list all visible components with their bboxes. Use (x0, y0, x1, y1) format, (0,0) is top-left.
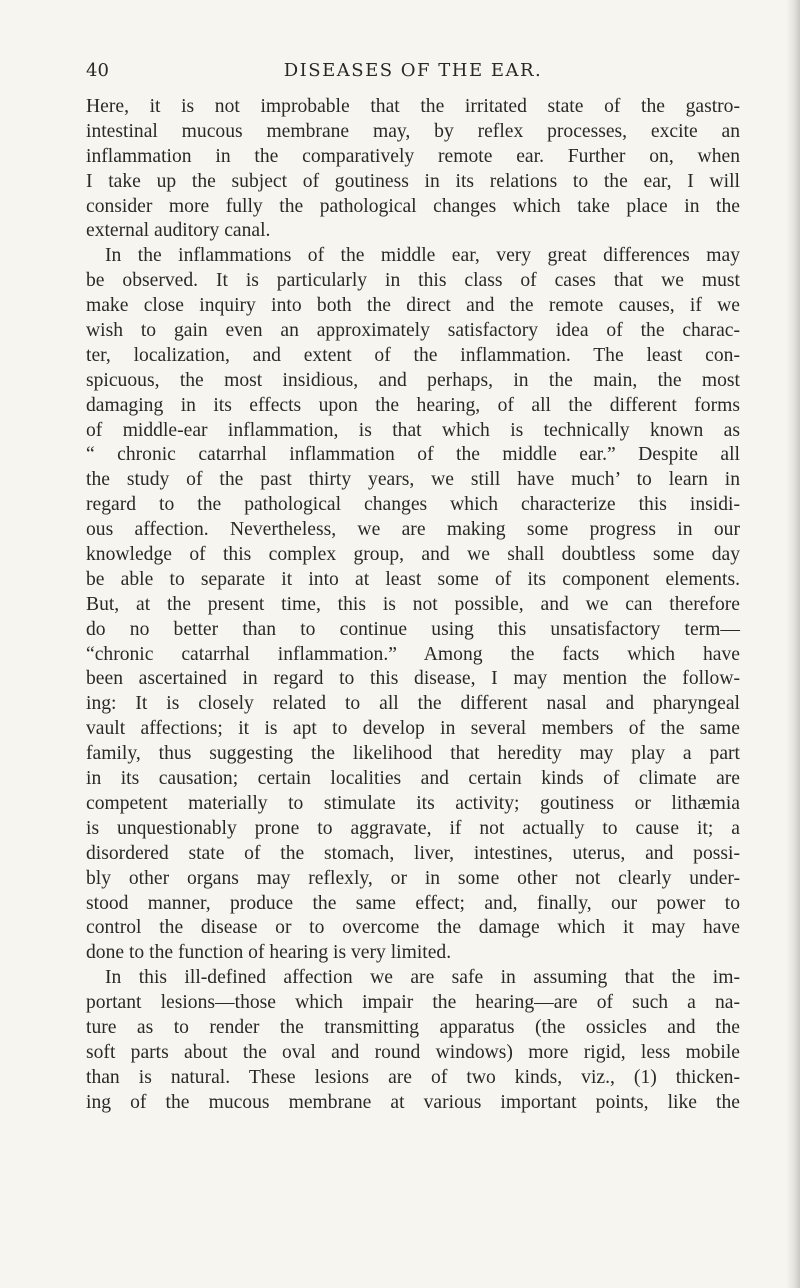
paragraph (86, 966, 740, 1115)
text-line: wish to gain even an approximately satisfactory idea of the charac- (86, 320, 740, 342)
text-line: external auditory canal. (86, 220, 271, 242)
text-line: In the inflammations of the middle ear, very great differences may (105, 245, 740, 267)
running-title: DISEASES OF THE EAR. (283, 60, 543, 81)
paragraph (86, 244, 740, 966)
text-line: damaging in its effects upon the hearing, of all the different forms (86, 394, 740, 416)
paragraph (86, 95, 740, 244)
text-line: portant lesions—those which impair the hearing—are of such a na- (86, 992, 740, 1014)
text-line: disordered state of the stomach, liver, intestines, uterus, and possi- (86, 842, 740, 864)
text-line: I take up the subject of goutiness in its relations to the ear, I will (86, 170, 740, 192)
text-line: bly other organs may reflexly, or in some other not clearly under- (86, 867, 740, 889)
text-line: make close inquiry into both the direct and the remote causes, if we (86, 295, 740, 317)
text-line: spicuous, the most insidious, and perhaps, in the main, the most (86, 369, 740, 391)
text-line: “ chronic catarrhal inflammation of the middle ear.” Despite all (86, 444, 740, 466)
text-line: inflammation in the comparatively remote ear. Further on, when (86, 145, 740, 167)
text-line: ter, localization, and extent of the inflammation. The least con- (86, 344, 740, 366)
text-line: of middle-ear inflammation, is that which is technically known as (86, 419, 740, 441)
page-edge-shadow (786, 0, 800, 1288)
text-line: control the disease or to overcome the damage which it may have (86, 917, 740, 939)
running-head (86, 60, 740, 84)
text-line: ing of the mucous membrane at various important points, like the (86, 1091, 740, 1113)
text-line: ing: It is closely related to all the different nasal and pharyngeal (86, 693, 740, 715)
text-line: been ascertained in regard to this disease, I may mention the follow- (86, 668, 740, 690)
text-line: ture as to render the transmitting apparatus (the ossicles and the (86, 1016, 740, 1038)
text-line: intestinal mucous membrane may, by reflex processes, excite an (86, 120, 740, 142)
text-line: vault affections; it is apt to develop in several members of the same (86, 718, 740, 740)
text-line: In this ill-defined affection we are safe in assuming that the im- (105, 967, 740, 989)
text-line: than is natural. These lesions are of two kinds, viz., (1) thicken- (86, 1066, 740, 1088)
text-line: knowledge of this complex group, and we shall doubtless some day (86, 544, 740, 566)
text-line: soft parts about the oval and round windows) more rigid, less mobile (86, 1041, 740, 1063)
text-line: Here, it is not improbable that the irritated state of the gastro- (86, 96, 740, 117)
text-line: in its causation; certain localities and certain kinds of climate are (86, 768, 740, 790)
text-line: do no better than to continue using this unsatisfactory term— (86, 618, 740, 640)
text-line: But, at the present time, this is not possible, and we can therefore (86, 593, 740, 615)
text-line: “chronic catarrhal inflammation.” Among the facts which have (86, 643, 740, 665)
text-line: is unquestionably prone to aggravate, if not actually to cause it; a (86, 817, 740, 839)
text-line: consider more fully the pathological changes which take place in the (86, 195, 740, 217)
text-line: regard to the pathological changes which characterize this insidi- (86, 494, 740, 516)
text-line: done to the function of hearing is very limited. (86, 942, 452, 964)
text-line: stood manner, produce the same effect; and, finally, our power to (86, 892, 740, 914)
text-line: the study of the past thirty years, we still have much’ to learn in (86, 469, 740, 491)
text-line: be observed. It is particularly in this class of cases that we must (86, 270, 740, 292)
text-line: family, thus suggesting the likelihood that heredity may play a part (86, 743, 740, 765)
page-number: 40 (86, 60, 109, 81)
text-line: ous affection. Nevertheless, we are making some progress in our (86, 519, 740, 541)
text-line: be able to separate it into at least some of its component elements. (86, 568, 740, 590)
text-line: competent materially to stimulate its activity; goutiness or lithæmia (86, 792, 740, 814)
body-text (86, 95, 740, 1116)
